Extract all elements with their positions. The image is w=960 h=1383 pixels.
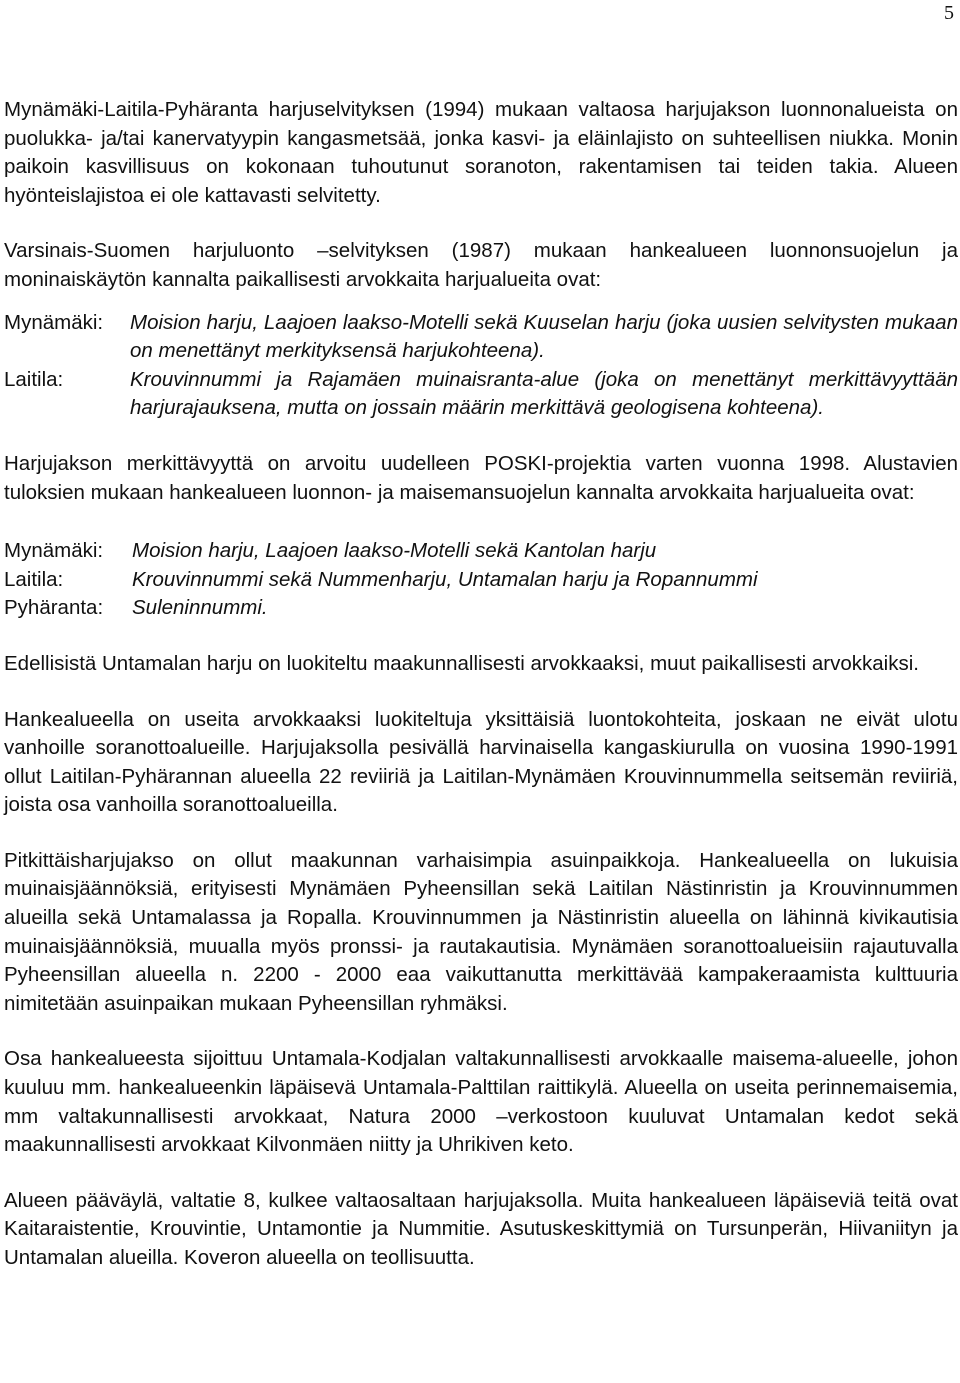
page-number: 5 (944, 2, 954, 24)
paragraph-harjuselvitys: Mynämäki-Laitila-Pyhäranta harjuselvityksen (1994) mukaan valtaosa harjujakson luonnonalueista on puolukka- ja/tai kanervatyypin kangasmetsää, jonka kasvi- ja eläinlajisto on suhteellisen niukka. Monin paikoin kasvillisuus on kokonaan tuhoutunut soranoton, rakentamisen tai teiden takia. Alueen hyönteislajistoa ei ole kattavasti selvitetty. (4, 98, 958, 207)
paragraph-landscape: Osa hankealueesta sijoittuu Untamala-Kodjalan valtakunnallisesti arvokkaalle maisema-alueelle, johon kuuluu mm. hankealueenkin läpäisevä Untamala-Palttilan raittikylä. Alueella on useita perinnemaisemia, mm valtakunnallisesti arvokkaat, Natura 2000 –verkostoon kuuluvat Untamalan kedot sekä maakunnallisesti arvokkaat Kilvonmäen niitty ja Uhrikiven keto. (4, 1047, 958, 1157)
municipality-label: Laitila: (4, 367, 64, 391)
paragraph-roads: Alueen pääväylä, valtatie 8, kulkee valtaosaltaan harjujaksolla. Muita hankealueen läpäiseviä teitä ovat Kaitaraistentie, Krouvintie, Untamontie ja Nummitie. Asutuskeskittymiä on Tursunperän, Hiivaniityn ja Untamalan alueilla. Koveron alueella on teollisuutta. (4, 1188, 958, 1269)
ridge-description: Krouvinnummi sekä Nummenharju, Untamalan harju ja Ropannummi (132, 567, 758, 591)
list-item (4, 309, 958, 366)
ridge-description: Moision harju, Laajoen laakso-Motelli sekä Kuuselan harju (joka uusien selvitysten mukaan on menettänyt merkityksensä harjukohteena). (130, 310, 958, 363)
ridge-description: Moision harju, Laajoen laakso-Motelli sekä Kantolan harju (132, 539, 657, 563)
paragraph-classification: Edellisistä Untamalan harju on luokiteltu maakunnallisesti arvokkaaksi, muut paikallisesti arvokkaiksi. (4, 651, 919, 675)
document-body (4, 96, 958, 1300)
municipality-label: Pyhäranta: (4, 596, 104, 620)
paragraph-harjuluonto: Varsinais-Suomen harjuluonto –selvityksen (1987) mukaan hankealueen luonnonsuojelun ja moninaiskäytön kannalta paikallisesti arvokkaita harjualueita ovat: (4, 239, 958, 291)
paragraph-poski: Harjujakson merkittävyyttä on arvoitu uudelleen POSKI-projektia varten vuonna 1998. Alustavien tuloksien mukaan hankealueen luonnon- ja maisemansuojelun kannalta arvokkaita harjualueita ovat: (4, 451, 958, 504)
paragraph-ancient-remains: Pitkittäisharjujakso on ollut maakunnan varhaisimpia asuinpaikkoja. Hankealueella on lukuisia muinaisjäännöksiä, erityisesti Mynämäen Pyheensillan sekä Laitilan Nästinristin ja Krouvinnummen alueilla sekä Untamalassa ja Ropalla. Krouvinnummen ja Nästinristin alueella on lähinnä kivikautisia muinaisjäännöksiä, muualla myös pronssi- ja rautakautisia. Mynämäen soranottoalueisiin rajautuvalla Pyheensillan alueella n. 2200 - 2000 eaa vaikuttanutta merkittävää kampakeraamista kulttuuria nimitetään asuinpaikan mukaan Pyheensillan ryhmäksi. (4, 848, 958, 1015)
poski-ridge-list (4, 537, 958, 623)
ridge-description: Suleninnummi. (132, 596, 268, 620)
municipality-label: Mynämäki: (4, 310, 104, 334)
municipality-label: Laitila: (4, 567, 64, 591)
local-ridge-list (4, 309, 958, 423)
list-item (4, 566, 958, 595)
list-item (4, 594, 958, 623)
ridge-description: Krouvinnummi ja Rajamäen muinaisranta-alue (joka on menettänyt merkittävyyttään harjurajauksena, mutta on jossain määrin merkittävä geologisena kohteena). (130, 367, 958, 420)
municipality-label: Mynämäki: (4, 539, 104, 563)
list-item (4, 537, 958, 566)
paragraph-nature-sites: Hankealueella on useita arvokkaaksi luokiteltuja yksittäisiä luontokohteita, joskaan ne eivät ulotu vanhoille soranottoalueille. Harjujaksolla pesivällä harvinaisella kangaskiurulla on vuosina 1990-1991 ollut Laitilan-Pyhärannan alueella 22 reviiriä ja Laitilan-Mynämäen Krouvinnummella seitsemän reviiriä, joista osa vanhoilla soranottoalueilla. (4, 707, 958, 817)
list-item (4, 366, 958, 423)
